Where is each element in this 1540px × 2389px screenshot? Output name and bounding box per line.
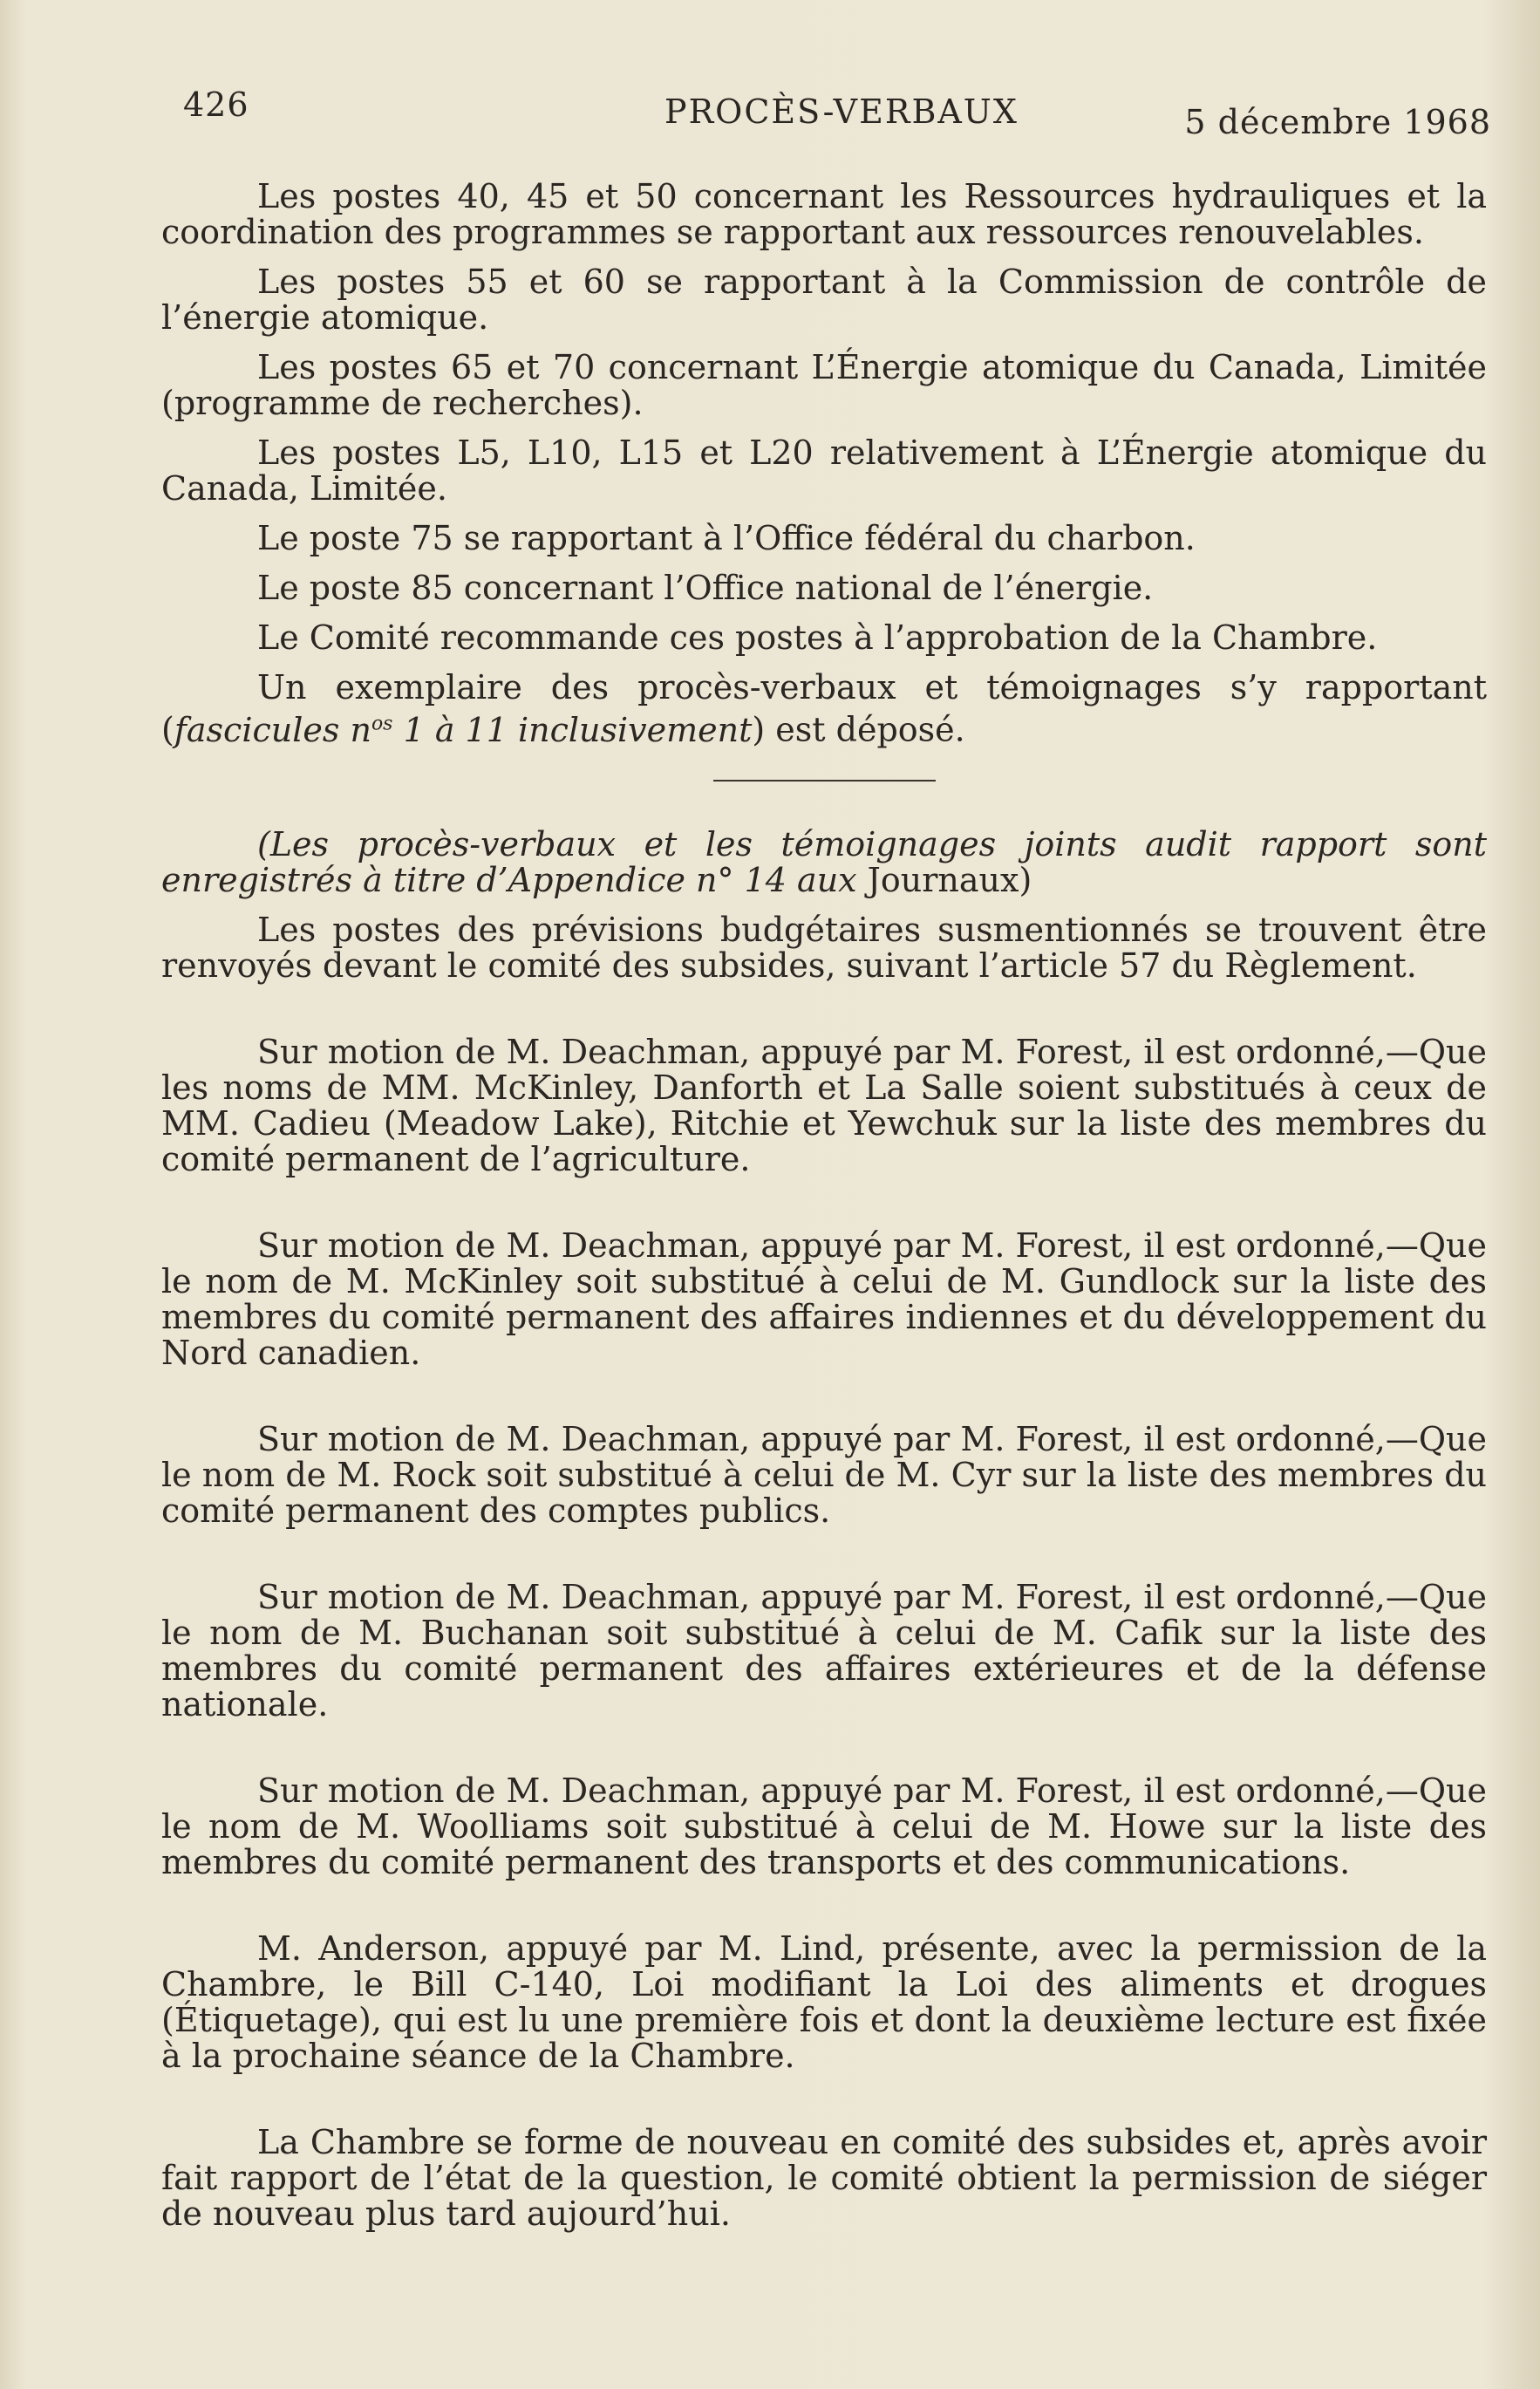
paragraph-postes-l5-l20: Les postes L5, L10, L15 et L20 relativement à L’Énergie atomique du Canada, Limitée.: [161, 433, 1487, 508]
paragraph-poste-85: Le poste 85 concernant l’Office national de l’énergie.: [257, 569, 1154, 607]
paragraph-exemplaire-depose: [161, 670, 1487, 748]
paragraph-bill-c140: M. Anderson, appuyé par M. Lind, présente, avec la permission de la Chambre, le Bill C-140, Loi modifiant la Loi des aliments et drogues (Étiquetage), qui est lu une première fois et dont la deuxième lecture est fixée à la prochaine séance de la Chambre.: [161, 1928, 1487, 2075]
fascicules-text: fascicules n: [174, 710, 371, 749]
paragraph-motion-comptes-publics: Sur motion de M. Deachman, appuyé par M. Forest, il est ordonné,—Que le nom de M. Rock soit substitué à celui de M. Cyr sur la liste des membres du comité permanent des comptes publics.: [161, 1419, 1487, 1530]
header-date: 5 décembre 1968: [1184, 103, 1491, 141]
paragraph-poste-75: Le poste 75 se rapportant à l’Office fédéral du charbon.: [257, 519, 1196, 557]
paragraph-postes-65-70: Les postes 65 et 70 concernant L’Énergie atomique du Canada, Limitée (programme de recherches).: [161, 348, 1487, 422]
fascicules-label: [174, 711, 753, 749]
paragraph-motion-transports: Sur motion de M. Deachman, appuyé par M. Forest, il est ordonné,—Que le nom de M. Woolliams soit substitué à celui de M. Howe sur la liste des membres du comité permanent des transports et des communications.: [161, 1771, 1487, 1881]
appendice-journaux: Journaux: [867, 860, 1019, 899]
page-header: [183, 85, 1491, 141]
paragraph-recommandation: Le Comité recommande ces postes à l’approbation de la Chambre.: [257, 618, 1378, 657]
paragraph-appendice-note: [161, 824, 1487, 899]
paragraph-comite-subsides: La Chambre se forme de nouveau en comité des subsides et, après avoir fait rapport de l’état de la question, le comité obtient la permission de siéger de nouveau plus tard aujourd’hui.: [161, 2122, 1487, 2233]
appendice-close: ): [1019, 860, 1032, 899]
page-number: 426: [183, 85, 249, 124]
paragraph-postes-40-45-50: Les postes 40, 45 et 50 concernant les Ressources hydrauliques et la coordination des programmes se rapportant aux ressources renouvelables.: [161, 177, 1487, 251]
exemplaire-text-start: Un exemplaire des procès-verbaux et témoignages s’y rapportant (: [161, 668, 1487, 749]
paragraph-motion-affaires-indiennes: Sur motion de M. Deachman, appuyé par M. Forest, il est ordonné,—Que le nom de M. McKinley soit substitué à celui de M. Gundlock sur la liste des membres du comité permanent des affaires indiennes et du développement du Nord canadien.: [161, 1225, 1487, 1372]
section-divider: [713, 780, 936, 782]
fascicules-range: 1 à 11 inclusivement: [392, 710, 753, 749]
appendice-note-italic: (Les procès-verbaux et les témoignages joints audit rapport sont enregistrés à titre d’Appendice n° 14 aux: [161, 824, 1487, 899]
running-title: PROCÈS-VERBAUX: [664, 92, 1019, 131]
paragraph-postes-55-60: Les postes 55 et 60 se rapportant à la Commission de contrôle de l’énergie atomique.: [161, 263, 1487, 337]
paragraph-renvoi-subsides: Les postes des prévisions budgétaires susmentionnés se trouvent être renvoyés devant le comité des subsides, suivant l’article 57 du Règlement.: [161, 910, 1487, 985]
document-body: [161, 179, 1487, 2246]
paragraph-motion-affaires-exterieures: Sur motion de M. Deachman, appuyé par M. Forest, il est ordonné,—Que le nom de M. Buchanan soit substitué à celui de M. Cafik sur la liste des membres du comité permanent des affaires extérieures et de la défense nationale.: [161, 1577, 1487, 1723]
fascicules-sup: os: [371, 713, 393, 734]
exemplaire-text-end: ) est déposé.: [752, 710, 965, 749]
paragraph-motion-agriculture: Sur motion de M. Deachman, appuyé par M. Forest, il est ordonné,—Que les noms de MM. McKinley, Danforth et La Salle soient substitués à ceux de MM. Cadieu (Meadow Lake), Ritchie et Yewchuk sur la liste des membres du comité permanent de l’agriculture.: [161, 1032, 1487, 1178]
